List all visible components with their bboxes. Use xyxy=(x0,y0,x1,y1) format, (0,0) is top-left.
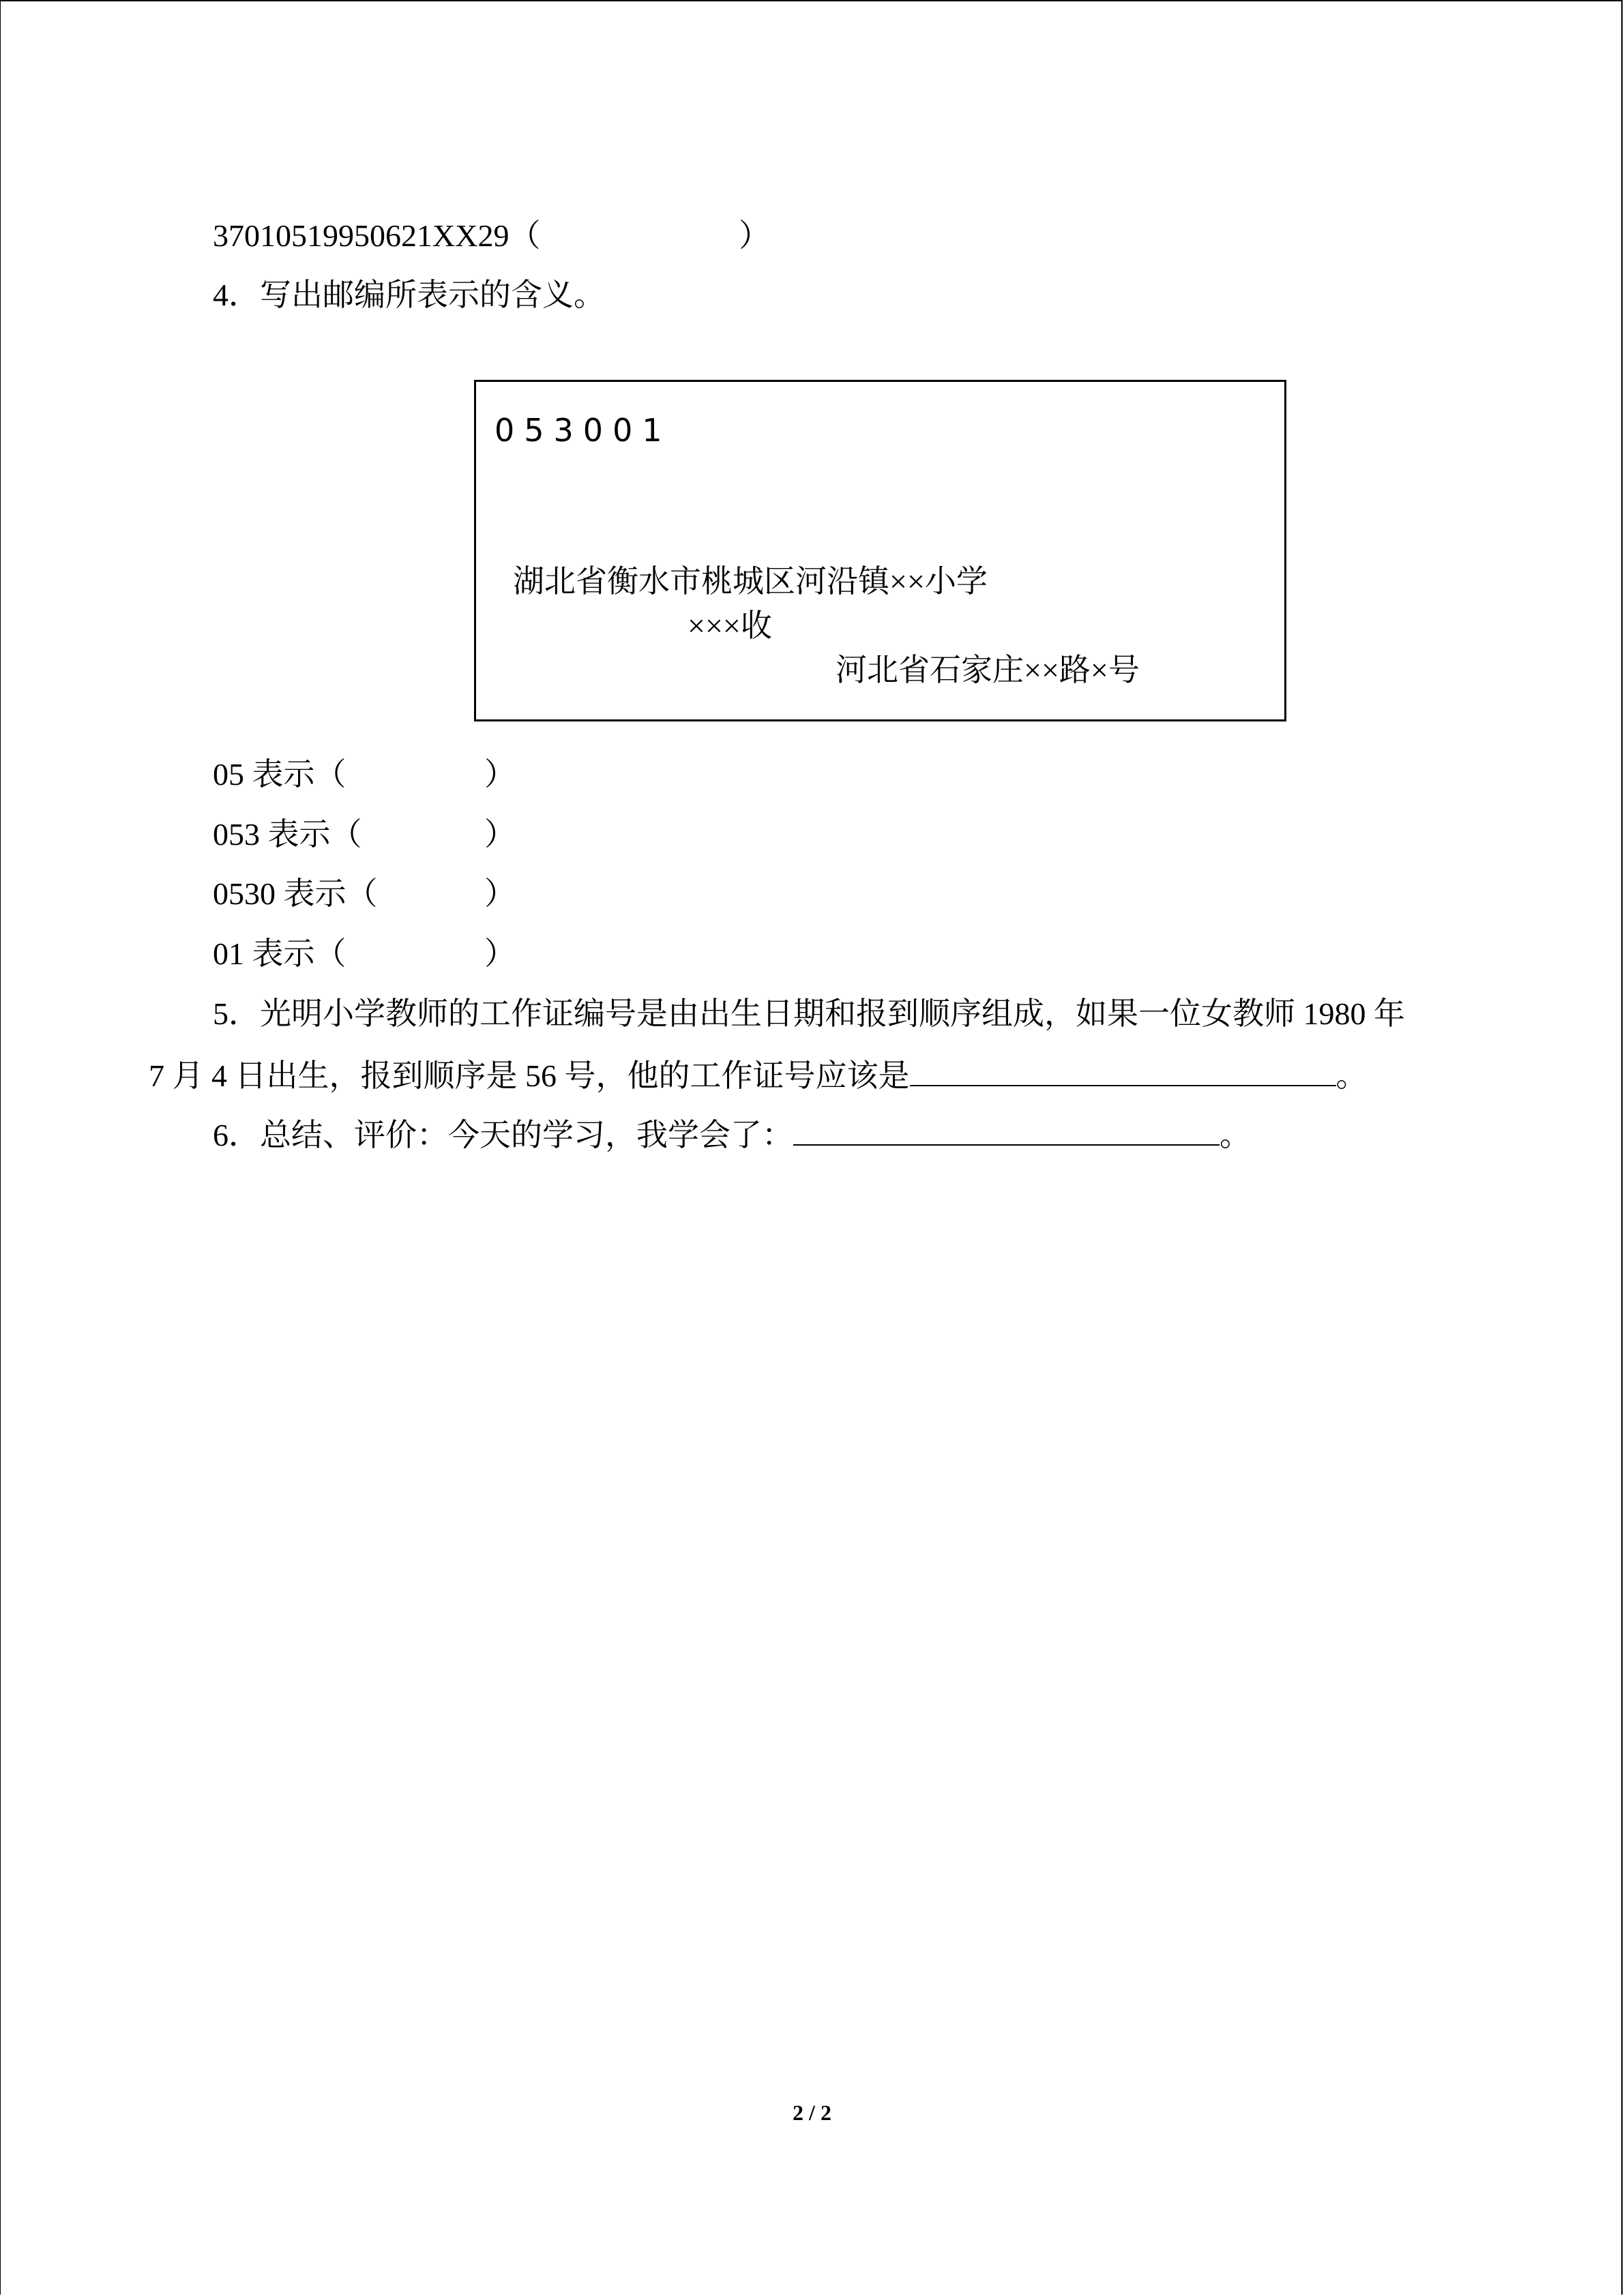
question-5-line-2: 7 月 4 日出生，报到顺序是 56 号，他的工作证号应该是 。 xyxy=(149,1058,1368,1093)
q4-item-01-close: ） xyxy=(484,936,516,971)
q4-item-0530-close: ） xyxy=(484,876,516,911)
q4-item-01: 01 表示（ xyxy=(213,936,346,971)
question-5-line-1: 5．光明小学教师的工作证编号是由出生日期和报到顺序组成，如果一位女教师 1980 年 xyxy=(213,996,1405,1031)
answer-blank-q6[interactable] xyxy=(793,1117,1220,1146)
id-number-close-paren: ） xyxy=(739,218,770,253)
answer-blank-q5[interactable] xyxy=(910,1058,1336,1086)
recipient-address: 湖北省衡水市桃城区河沿镇××小学 xyxy=(513,564,988,599)
question-6: 6．总结、评价：今天的学习，我学会了： 。 xyxy=(213,1118,1251,1152)
id-number-text: 37010519950621XX29（ xyxy=(213,218,541,253)
recipient-name: ×××收 xyxy=(688,608,772,643)
q4-item-05-close: ） xyxy=(484,757,516,792)
question-4-title: 4．写出邮编所表示的含义。 xyxy=(213,278,605,312)
sender-address: 河北省石家庄××路×号 xyxy=(836,653,1140,687)
id-number-line xyxy=(213,217,540,255)
postcode: 053001 xyxy=(494,412,672,449)
q4-item-053-close: ） xyxy=(484,817,516,852)
q4-item-053: 053 表示（ xyxy=(213,817,362,852)
page-number: 2 / 2 xyxy=(793,2100,831,2125)
q4-item-05: 05 表示（ xyxy=(213,757,346,792)
envelope-diagram xyxy=(474,380,1286,721)
q4-item-0530: 0530 表示（ xyxy=(213,876,378,911)
